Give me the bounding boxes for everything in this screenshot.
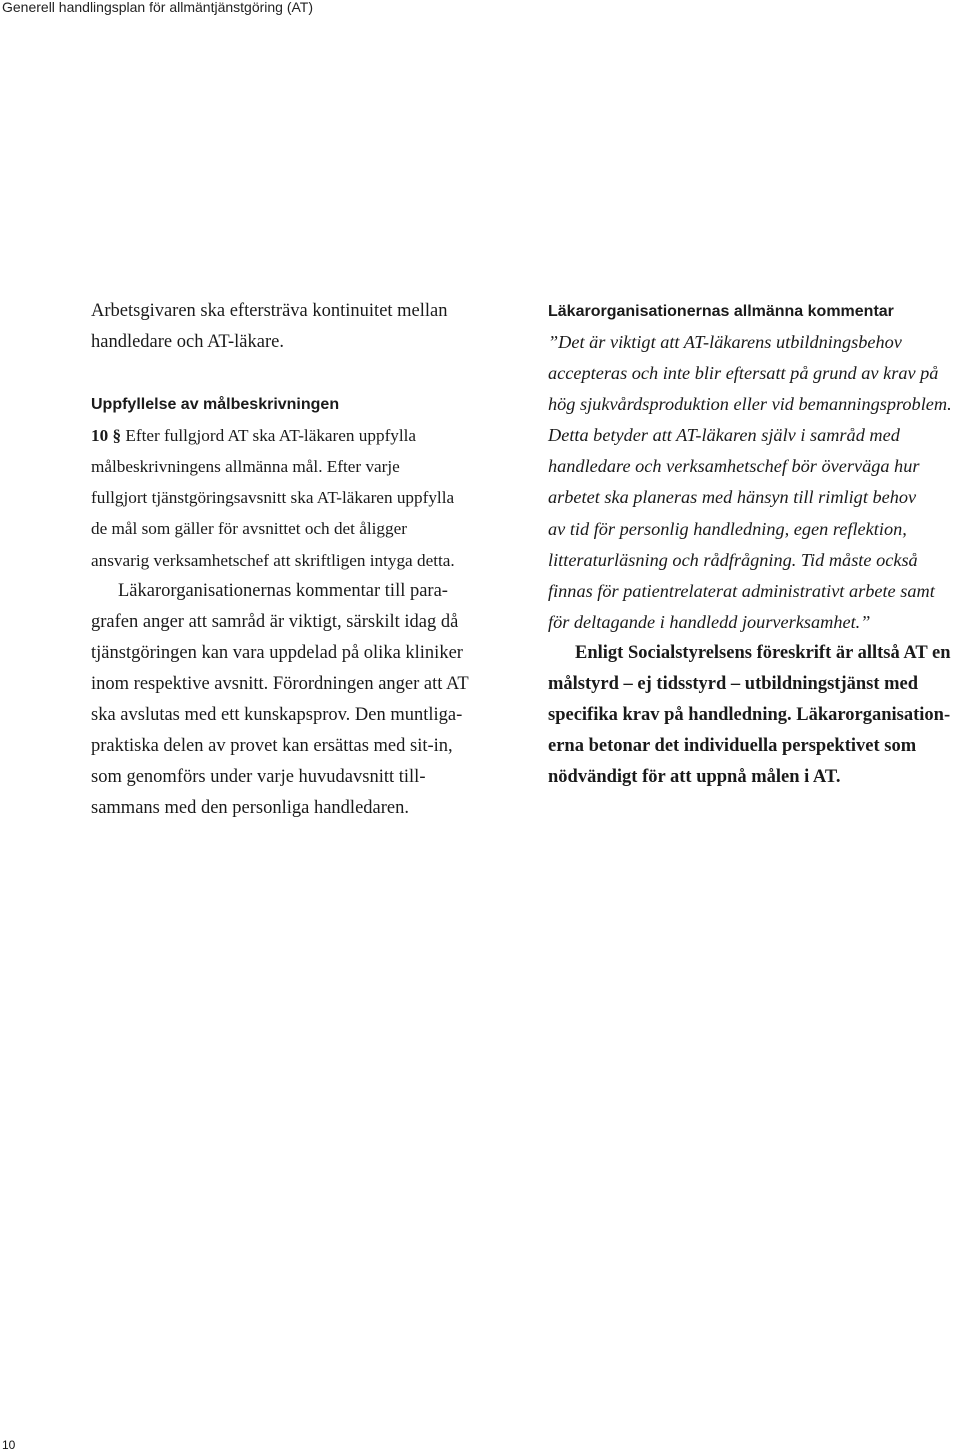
intro-line: handledare och AT-läkare. [91, 332, 284, 353]
comment-line: sammans med den personliga handledaren. [91, 798, 409, 819]
quote-line: handledare och verksamhetschef bör överväga hur [548, 456, 920, 477]
regulation-line: målbeskrivningens allmänna mål. Efter varje [91, 457, 400, 477]
emphasis-line: nödvändigt för att uppnå målen i AT. [548, 767, 841, 788]
comment-line: som genomförs under varje huvudavsnitt till- [91, 767, 426, 788]
regulation-line [91, 420, 521, 451]
regulation-paragraph [91, 420, 521, 575]
regulation-line: ansvarig verksamhetschef att skriftligen intyga detta. [91, 550, 455, 570]
comment-paragraph [91, 576, 521, 825]
regulation-line: de mål som gäller för avsnittet och det åligger [91, 519, 407, 539]
intro-line: Arbetsgivaren ska eftersträva kontinuitet mellan [91, 301, 448, 321]
quote-line: ”Det är viktigt att AT-läkarens utbildningsbehov [548, 332, 902, 352]
quote-line: Detta betyder att AT-läkaren själv i samråd med [548, 425, 900, 446]
running-header: Generell handlingsplan för allmäntjänstgöring (AT) [2, 0, 314, 15]
quote-line: finnas för patientrelaterat administrativt arbete samt [548, 580, 935, 601]
quote-line: för deltagande i handledd jourverksamhet.” [548, 611, 871, 632]
comment-line: Läkarorganisationernas kommentar till para- [118, 580, 448, 601]
regulation-text: Efter fullgjord AT ska AT-läkaren uppfylla [121, 426, 417, 446]
quote-line: accepteras och inte blir eftersatt på grund av krav på [548, 363, 939, 384]
left-column [91, 296, 521, 824]
intro-paragraph [91, 296, 521, 358]
comment-heading: Läkarorganisationernas allmänna kommentar [548, 303, 894, 320]
comment-line: inom respektive avsnitt. Förordningen anger att AT [91, 673, 469, 694]
regulation-line: fullgjort tjänstgöringsavsnitt ska AT-läkaren uppfylla [91, 488, 455, 508]
paragraph-number: 10 [91, 426, 109, 446]
quote-line: arbetet ska planeras med hänsyn till rimligt behov [548, 487, 917, 508]
quote-line: av tid för personlig handledning, egen reflektion, [548, 518, 907, 539]
emphasis-line: målstyrd – ej tidsstyrd – utbildningstjänst med [548, 674, 919, 695]
emphasis-paragraph [548, 638, 960, 793]
right-column [548, 296, 960, 793]
quote-line: hög sjukvårdsproduktion eller vid bemanningsproblem. [548, 394, 952, 415]
section-heading: Uppfyllelse av målbeskrivningen [91, 396, 340, 414]
comment-line: grafen anger att samråd är viktigt, särskilt idag då [91, 611, 459, 632]
section-symbol: § [112, 426, 122, 446]
page-number: 10 [2, 1438, 16, 1452]
emphasis-line: Enligt Socialstyrelsens föreskrift är alltså AT en [575, 642, 951, 663]
comment-line: tjänstgöringen kan vara uppdelad på olika kliniker [91, 642, 463, 663]
quote-paragraph [548, 327, 960, 638]
comment-line: praktiska delen av provet kan ersättas med sit-in, [91, 736, 453, 757]
emphasis-line: erna betonar det individuella perspektivet som [548, 736, 917, 757]
spacer [91, 358, 521, 389]
comment-line: ska avslutas med ett kunskapsprov. Den muntliga- [91, 705, 463, 726]
emphasis-line: specifika krav på handledning. Läkarorganisation- [548, 705, 951, 726]
quote-line: litteraturläsning och rådfrågning. Tid måste också [548, 549, 918, 570]
